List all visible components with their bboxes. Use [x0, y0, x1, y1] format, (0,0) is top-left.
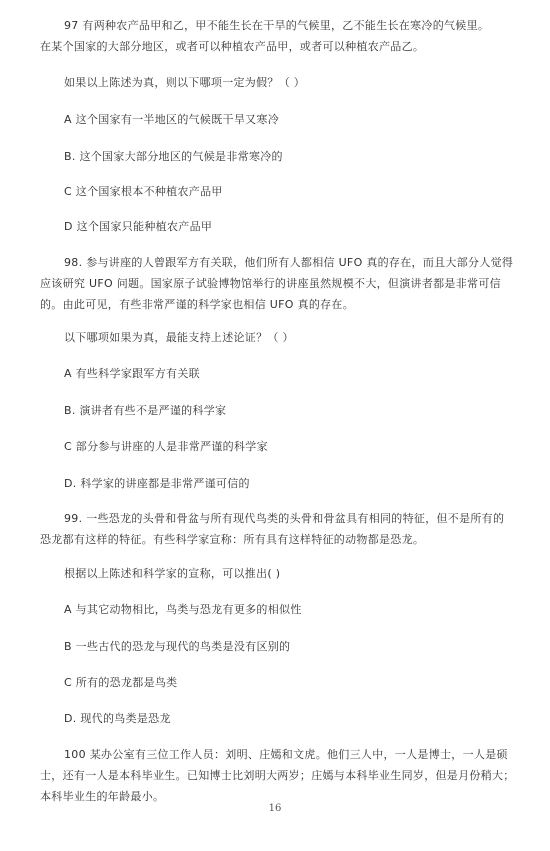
q97-option-d: D 这个国家只能种植农产品甲 — [64, 220, 213, 233]
q98-option-c: C 部分参与讲座的人是非常严谨的科学家 — [64, 440, 268, 453]
page-number: 16 — [268, 803, 282, 814]
q99-option-b: B 一些古代的恐龙与现代的鸟类是没有区别的 — [64, 640, 291, 653]
q97-option-b: B. 这个国家大部分地区的气候是非常寒冷的 — [64, 150, 283, 163]
q98-question: 以下哪项如果为真，最能支持上述论证？（ ） — [64, 331, 294, 344]
q99-stem: 99. 一些恐龙的头骨和骨盆与所有现代鸟类的头骨和骨盆具有相同的特征，但不是所有的恐龙都有这样的特征。有些科学家宣称：所有具有这样特征的动物都是恐龙。 — [40, 512, 505, 546]
q100-stem: 100 某办公室有三位工作人员：刘明、庄嫣和文虎。他们三人中，一人是博士，一人是硕士，还有一人是本科毕业生。已知博士比刘明大两岁；庄嫣与本科毕业生同岁，但是月份稍大；本科毕业生的年龄最小。 — [40, 748, 515, 803]
q99-option-c: C 所有的恐龙都是鸟类 — [64, 676, 178, 689]
q97-question: 如果以上陈述为真，则以下哪项一定为假？（ ） — [64, 76, 306, 89]
q98-stem: 98. 参与讲座的人曾跟军方有关联，他们所有人都相信 UFO 真的存在，而且大部分人觉得应该研究 UFO 问题。国家原子试验博物馆举行的讲座虽然规模不大，但演讲者都是非常可信的。由此可见，有些非常严谨的科学家也相信 UFO 真的存在。 — [40, 256, 514, 311]
q99-question: 根据以上陈述和科学家的宣称，可以推出( ) — [64, 567, 281, 580]
q97-option-a: A 这个国家有一半地区的气候既干旱又寒冷 — [64, 113, 280, 126]
q99-option-d: D. 现代的鸟类是恐龙 — [64, 712, 171, 725]
q97-stem-line-2: 在某个国家的大部分地区，或者可以种植农产品甲，或者可以种植农产品乙。 — [40, 40, 425, 53]
q98-option-b: B. 演讲者有些不是严谨的科学家 — [64, 404, 227, 417]
q97-option-c: C 这个国家根本不种植农产品甲 — [64, 185, 223, 198]
q98-option-a: A 有些科学家跟军方有关联 — [64, 367, 200, 380]
q97-stem-line-1: 97 有两种农产品甲和乙，甲不能生长在干旱的气候里，乙不能生长在寒冷的气候里。 — [64, 19, 490, 32]
q98-option-d: D. 科学家的讲座都是非常严谨可信的 — [64, 477, 250, 490]
q99-option-a: A 与其它动物相比，鸟类与恐龙有更多的相似性 — [64, 603, 302, 616]
